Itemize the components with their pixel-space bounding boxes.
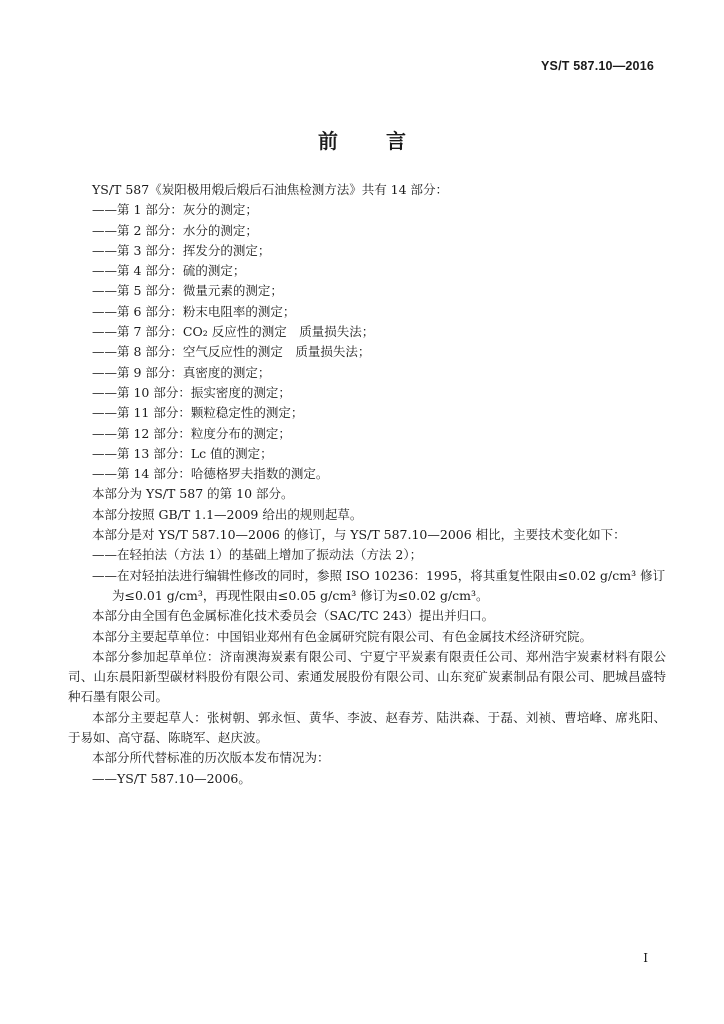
participating-units-paragraph: 本部分参加起草单位：济南澳海炭素有限公司、宁夏宁平炭素有限责任公司、郑州浩宇炭素材料有限公司、山东晨阳新型碳材料股份有限公司、索通发展股份有限公司、山东兖矿炭素制品有限公司、肥城昌盛特种石墨有限公司。 bbox=[68, 648, 666, 705]
intro-paragraph: YS/T 587《炭阳极用煅后煅后石油焦检测方法》共有 14 部分： bbox=[92, 182, 449, 197]
drafting-rules-paragraph: 本部分按照 GB/T 1.1—2009 给出的规则起草。 bbox=[92, 506, 363, 522]
part-item-14: ——第 14 部分：哈德格罗夫指数的测定。 bbox=[92, 466, 329, 482]
part-item-5: ——第 5 部分：微量元素的测定； bbox=[92, 283, 283, 299]
part-item-4: ——第 4 部分：硫的测定； bbox=[92, 263, 246, 279]
part-item-1: ——第 1 部分：灰分的测定； bbox=[92, 202, 258, 218]
page-number: I bbox=[643, 951, 648, 965]
part-item-8: ——第 8 部分：空气反应性的测定 质量损失法； bbox=[92, 344, 371, 360]
part-item-6: ——第 6 部分：粉末电阻率的测定； bbox=[92, 303, 296, 319]
main-units-paragraph: 本部分主要起草单位：中国铝业郑州有色金属研究院有限公司、有色金属技术经济研究院。 bbox=[92, 628, 593, 644]
change-item-2-line-1: ——在对轻拍法进行编辑性修改的同时，参照 ISO 10236：1995，将其重复性限由≤0.02 g/cm³ 修订 bbox=[92, 567, 666, 583]
parts-list bbox=[68, 200, 666, 484]
revision-paragraph: 本部分是对 YS/T 587.10—2006 的修订，与 YS/T 587.10—2006 相比，主要技术变化如下： bbox=[92, 527, 626, 543]
part-item-3: ——第 3 部分：挥发分的测定； bbox=[92, 242, 271, 258]
part-item-2: ——第 2 部分：水分的测定； bbox=[92, 222, 258, 238]
part-of-paragraph: 本部分为 YS/T 587 的第 10 部分。 bbox=[92, 486, 294, 502]
page-title bbox=[0, 125, 724, 154]
proposed-paragraph: 本部分由全国有色金属标准化技术委员会（SAC/TC 243）提出并归口。 bbox=[92, 608, 495, 624]
title-char-2: 言 bbox=[386, 129, 406, 153]
part-item-7: ——第 7 部分：CO₂ 反应性的测定 质量损失法； bbox=[92, 324, 375, 340]
part-item-13: ——第 13 部分：Lc 值的测定； bbox=[92, 445, 273, 461]
history-intro-paragraph: 本部分所代替标准的历次版本发布情况为： bbox=[92, 750, 330, 766]
part-item-11: ——第 11 部分：颗粒稳定性的测定； bbox=[92, 405, 304, 421]
standard-code: YS/T 587.10—2016 bbox=[541, 59, 654, 73]
part-item-9: ——第 9 部分：真密度的测定； bbox=[92, 364, 271, 380]
change-item-1: ——在轻拍法（方法 1）的基础上增加了振动法（方法 2）； bbox=[92, 547, 423, 563]
history-item: ——YS/T 587.10—2006。 bbox=[92, 770, 251, 786]
change-item-2-line-2: 为≤0.01 g/cm³，再现性限由≤0.05 g/cm³ 修订为≤0.02 g/cm³。 bbox=[112, 587, 489, 603]
part-item-12: ——第 12 部分：粒度分布的测定； bbox=[92, 425, 291, 441]
drafters-paragraph: 本部分主要起草人：张树朝、郭永恒、黄华、李波、赵春芳、陆洪森、于磊、刘祯、曹培峰、席兆阳、于易如、高守磊、陈晓军、赵庆波。 bbox=[68, 709, 666, 746]
document-body bbox=[68, 180, 666, 789]
part-item-10: ——第 10 部分：振实密度的测定； bbox=[92, 384, 291, 400]
title-char-1: 前 bbox=[318, 129, 338, 153]
